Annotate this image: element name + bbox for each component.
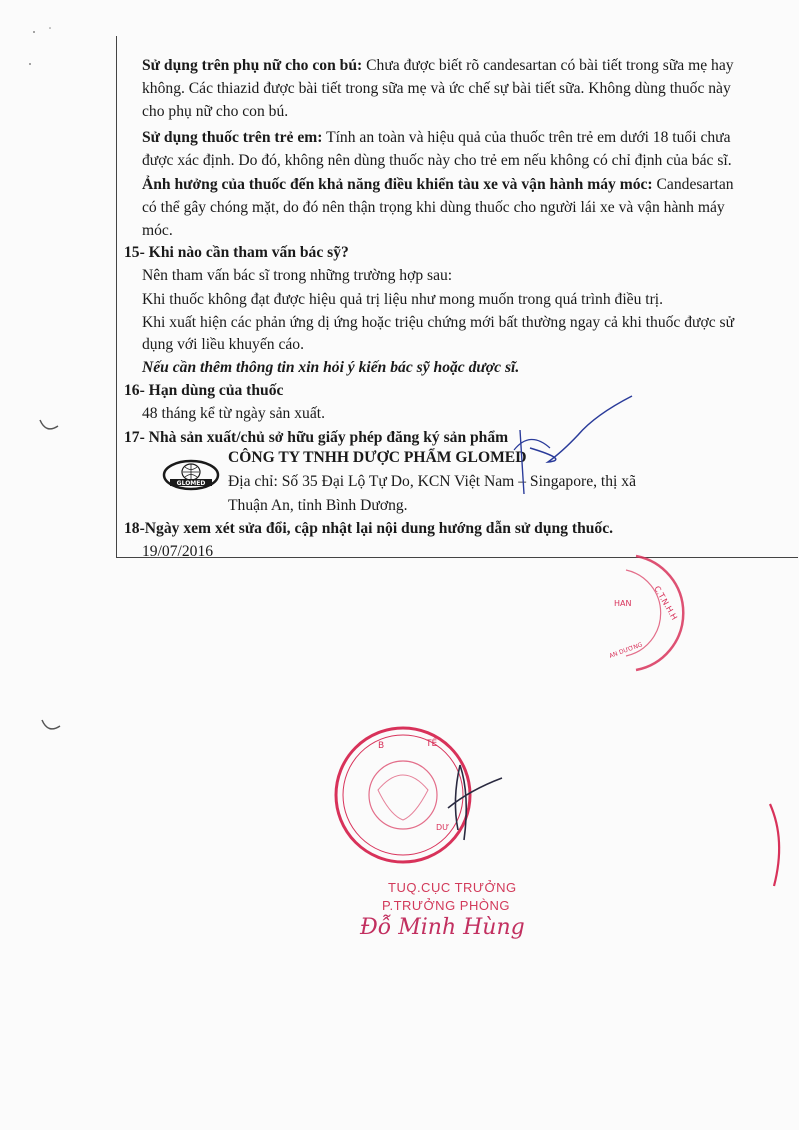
director-signature xyxy=(430,760,510,850)
company-name: CÔNG TY TNHH DƯỢC PHẨM GLOMED xyxy=(228,449,527,466)
children-text: Tính an toàn và hiệu quả của thuốc trên trẻ em dưới 18 tuổi chưa xyxy=(322,129,731,146)
section-16-heading: 16- Hạn dùng của thuốc xyxy=(124,382,284,399)
company-address-line1: Địa chỉ: Số 35 Đại Lộ Tự Do, KCN Việt Nam – Singapore, thị xã xyxy=(228,473,636,490)
svg-text:HAN: HAN xyxy=(614,599,632,608)
blue-signature xyxy=(500,390,650,500)
section-17-heading: 17- Nhà sản xuất/chủ sở hữu giấy phép đăng ký sản phẩm xyxy=(124,429,509,446)
breastfeeding-text: Chưa được biết rõ candesartan có bài tiết trong sữa mẹ hay xyxy=(362,57,734,74)
scan-specks xyxy=(20,20,80,80)
section-15-heading: 15- Khi nào cần tham vấn bác sỹ? xyxy=(124,244,349,261)
svg-text:DƯ: DƯ xyxy=(436,823,450,832)
driving-line2: có thể gây chóng mặt, do đó nên thận trọng khi dùng thuốc cho người lái xe và vận hành máy xyxy=(142,199,725,216)
children-line2: được xác định. Do đó, không nên dùng thuốc này cho trẻ em nếu không có chỉ định của bác sĩ. xyxy=(142,152,732,169)
signer-name: Đỗ Minh Hùng xyxy=(360,915,525,940)
section-16-value: 48 tháng kể từ ngày sản xuất. xyxy=(142,405,325,422)
approval-line1: TUQ.CỤC TRƯỞNG xyxy=(388,880,517,895)
glomed-logo-text: GLOMED xyxy=(176,480,206,487)
breastfeeding-paragraph-line1 xyxy=(142,54,734,77)
approval-line2: P.TRƯỞNG PHÒNG xyxy=(382,898,510,913)
section-15-note: Nếu cần thêm thông tin xin hỏi ý kiến bác sỹ hoặc dược sĩ. xyxy=(142,359,520,376)
children-title: Sử dụng thuốc trên trẻ em: xyxy=(142,129,323,146)
children-paragraph-line1 xyxy=(142,126,731,149)
approval-block xyxy=(360,880,558,940)
svg-text:TẾ: TẾ xyxy=(426,739,438,749)
driving-text: Candesartan xyxy=(652,176,734,193)
breastfeeding-line3: cho phụ nữ cho con bú. xyxy=(142,103,289,120)
company-stamp-partial xyxy=(596,548,696,678)
section-15-line4: dụng với liều khuyến cáo. xyxy=(142,336,304,353)
svg-text:C.T.N.H.H: C.T.N.H.H xyxy=(652,584,679,622)
section-15-line1: Nên tham vấn bác sĩ trong những trường hợp sau: xyxy=(142,267,453,284)
section-18-date: 19/07/2016 xyxy=(142,543,214,560)
edge-stamp-mark xyxy=(766,800,790,890)
company-address-line2: Thuận An, tỉnh Bình Dương. xyxy=(228,497,408,514)
glomed-logo xyxy=(162,458,220,492)
svg-text:B: B xyxy=(378,741,385,751)
section-18-heading: 18-Ngày xem xét sửa đổi, cập nhật lại nội dung hướng dẫn sử dụng thuốc. xyxy=(124,520,614,537)
breastfeeding-title: Sử dụng trên phụ nữ cho con bú: xyxy=(142,57,363,74)
section-15-line2: Khi thuốc không đạt được hiệu quả trị liệu như mong muốn trong quá trình điều trị. xyxy=(142,291,664,308)
driving-title: Ảnh hưởng của thuốc đến khả năng điều khiển tàu xe và vận hành máy móc: xyxy=(142,176,653,193)
driving-line3: móc. xyxy=(142,222,173,239)
driving-paragraph-line1 xyxy=(142,173,734,196)
section-15-line3: Khi xuất hiện các phản ứng dị ứng hoặc triệu chứng mới bất thường ngay cả khi thuốc được sử xyxy=(142,314,735,331)
punch-hole-mark xyxy=(36,418,62,436)
punch-hole-mark xyxy=(38,718,64,736)
breastfeeding-line2: không. Các thiazid được bài tiết trong sữa mẹ và ức chế sự bài tiết sữa. Không dùng thuốc này xyxy=(142,80,731,97)
svg-text:AN DƯƠNG: AN DƯƠNG xyxy=(608,641,644,660)
